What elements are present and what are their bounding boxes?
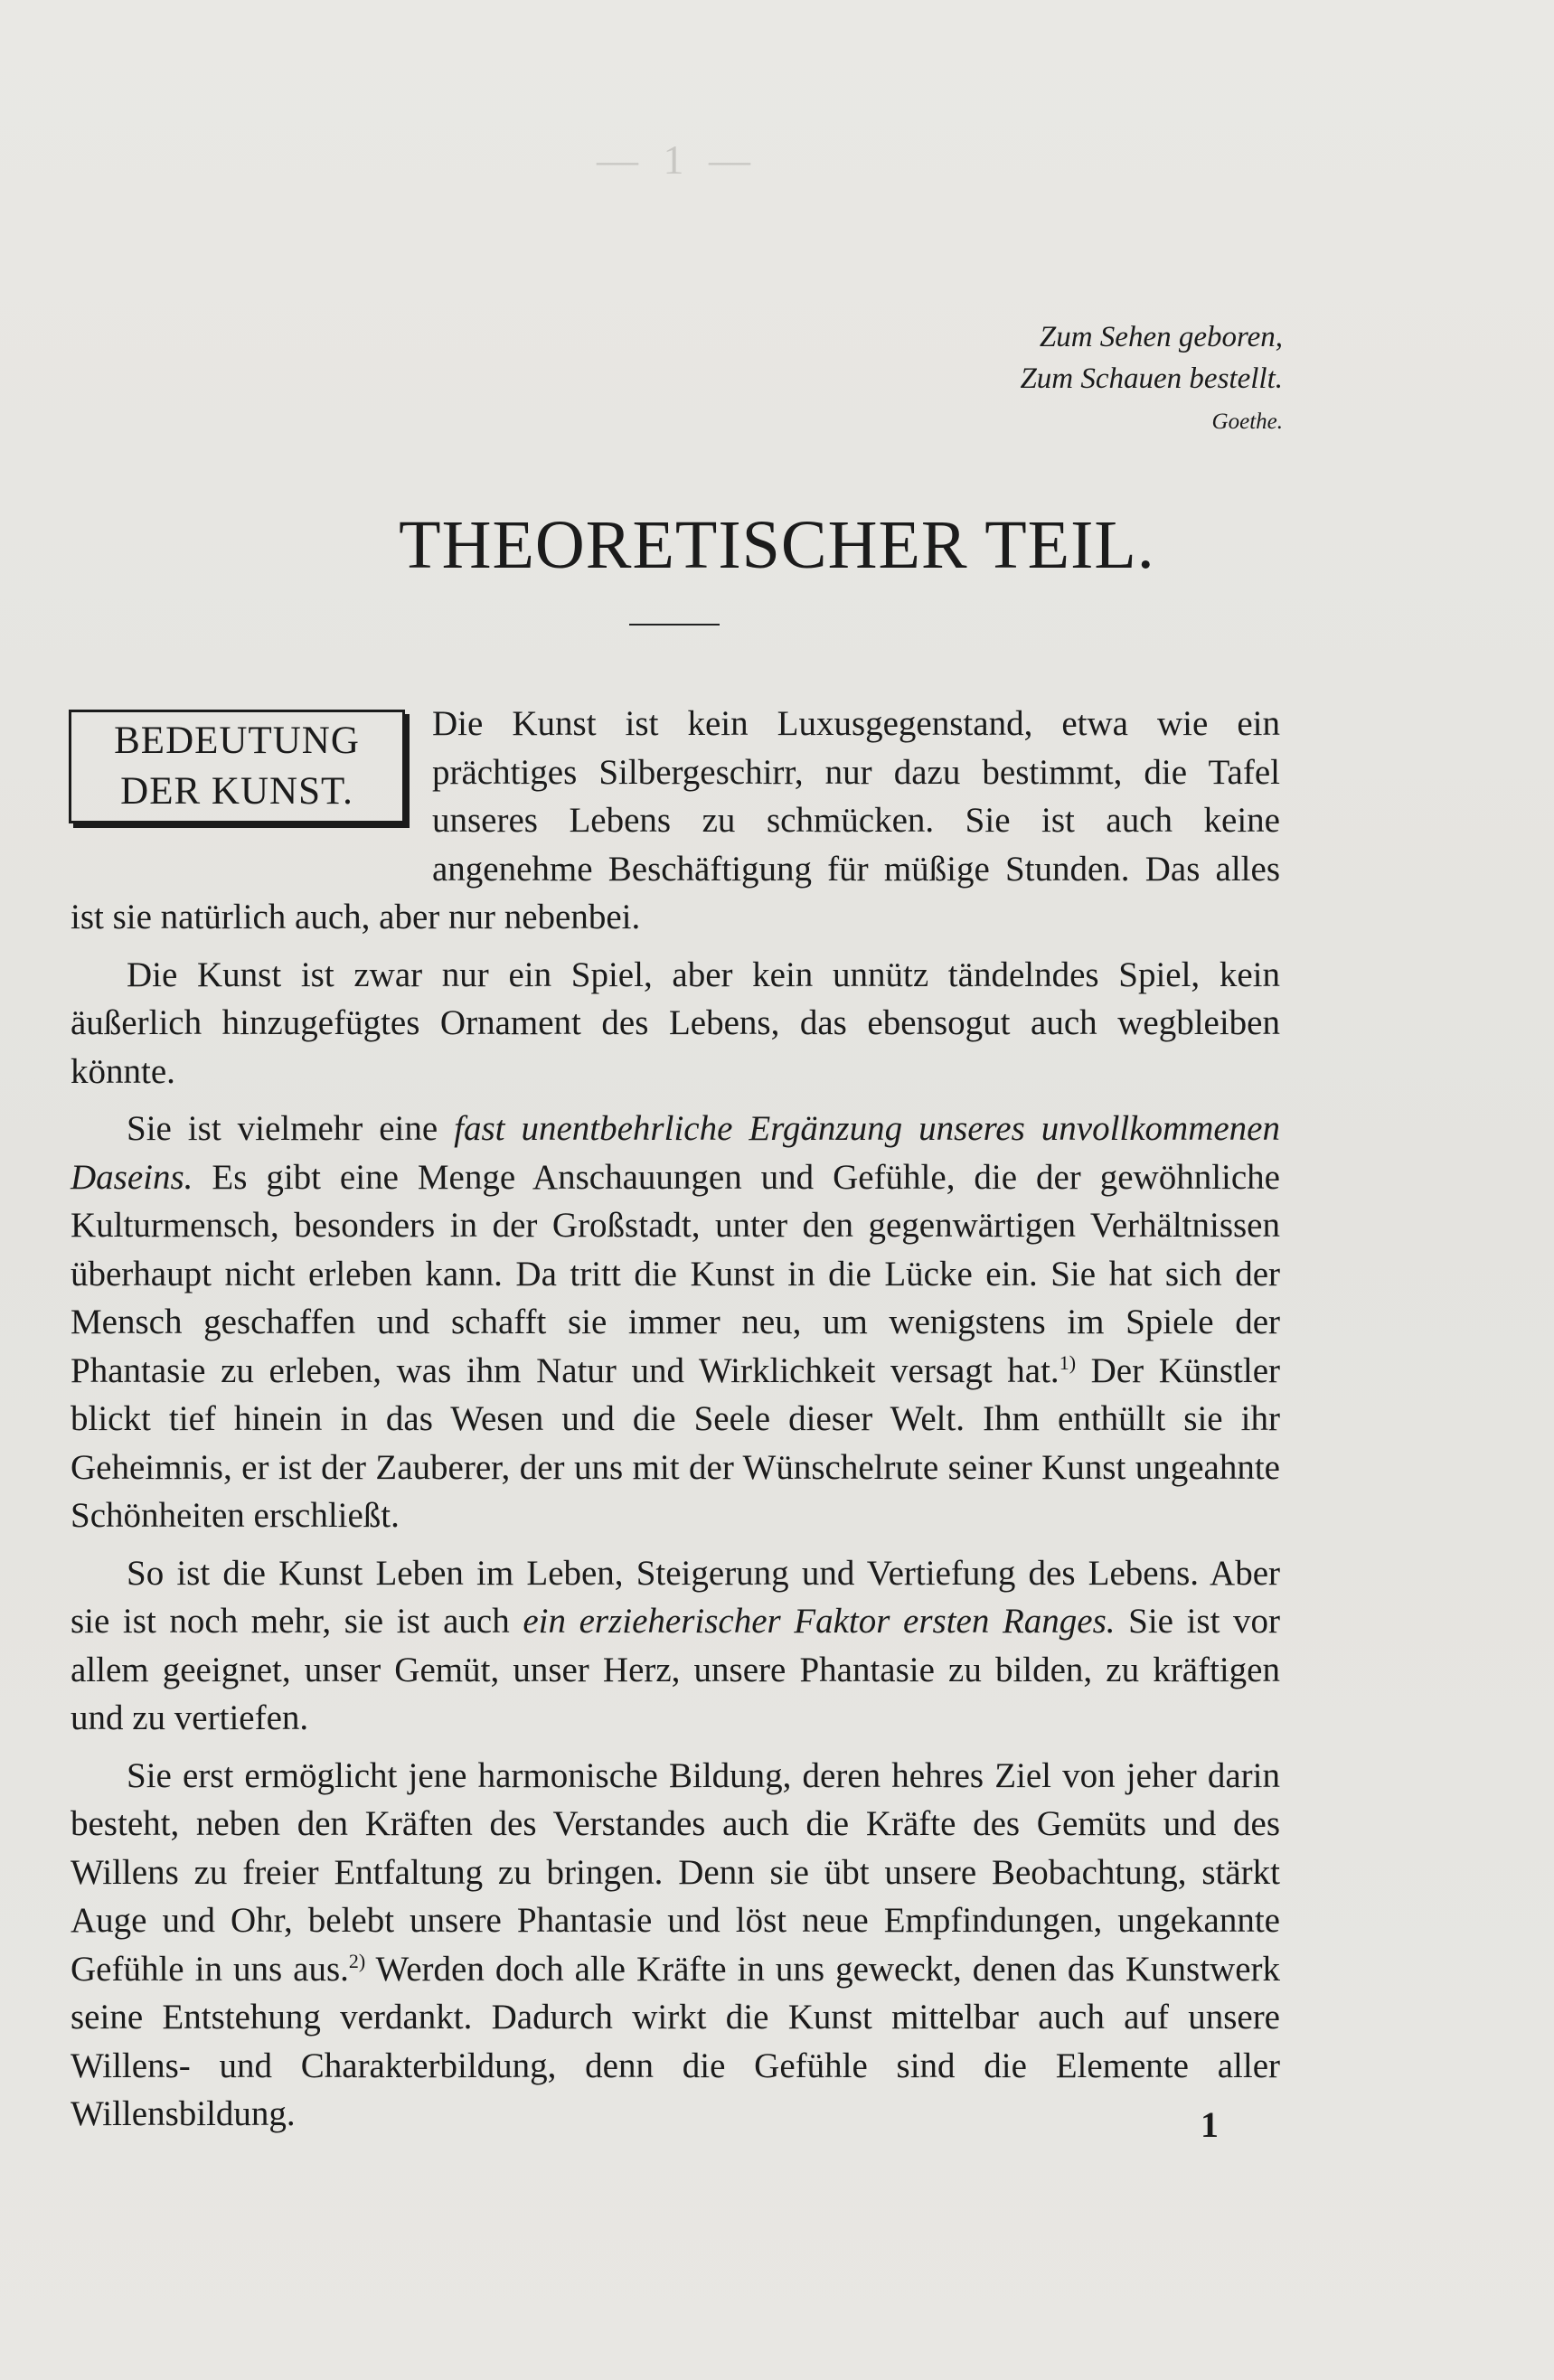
paragraph-1: Die Kunst ist kein Luxusgegenstand, etwa wie ein prächtiges Silbergeschirr, nur dazu bestimmt, die Tafel unseres Lebens zu schmücken. Sie ist auch keine angenehme Beschäftigung für müßige Stunden. Das alles ist sie natürlich auch, aber nur nebenbei. [71,704,1280,936]
paragraph-5 [71,1752,1280,2139]
paragraph-4-start: So ist die Kunst Leben im Leben, Steigerung und Vertiefung des Lebens. Aber sie ist noch mehr, sie ist auch [71,1553,1280,1641]
section-heading-line-2: DER KUNST. [120,770,353,813]
body-text [71,700,1280,2139]
paragraph-4 [71,1549,1280,1743]
section-heading-box [69,710,405,823]
paragraph-4-emphasis: ein erzieherischer Faktor ersten Ranges. [523,1602,1116,1641]
footnote-ref-1[interactable]: 1) [1059,1350,1077,1374]
paragraph-3 [71,1105,1280,1540]
paragraph-3-emphasis: fast unentbehrliche Ergänzung unseres unvollkommenen Daseins. [71,1109,1280,1197]
paragraph-2: Die Kunst ist zwar nur ein Spiel, aber kein unnütz tändelndes Spiel, kein äußerlich hinzugefügtes Ornament des Lebens, das ebensogut auch wegbleiben könnte. [71,955,1280,1091]
paragraph-3-start: Sie ist vielmehr eine [127,1109,438,1148]
motto-line-2: Zum Schauen bestellt. [1020,362,1283,395]
paragraph-3-end: Der Künstler blickt tief hinein in das Wesen und die Seele dieser Welt. Ihm enthüllt sie ihr Geheimnis, er ist der Zauberer, der uns mit der Wünschelrute seiner Kunst ungeahnte Schönheiten erschließt. [71,1350,1281,1535]
page-header-mark: — 1 — [597,136,758,183]
motto-epigraph [1020,316,1283,443]
page-title: THEORETISCHER TEIL. [399,507,1155,583]
paragraph-5-start: Sie erst ermöglicht jene harmonische Bildung, deren hehres Ziel von jeher darin besteht, neben den Kräften des Verstandes auch die Kräfte des Gemüts und des Willens zu freier Entfaltung zu bringen. Denn sie übt unsere Beobachtung, stärkt Auge und Ohr, belebt unsere Phantasie und löst neue Empfindungen, ungekannte Gefühle in uns aus. [71,1755,1280,1989]
footnote-ref-2[interactable]: 2) [348,1949,366,1972]
title-divider [629,624,720,626]
paragraph-5-end: Werden doch alle Kräfte in uns geweckt, denen das Kunstwerk seine Entstehung verdankt. Dadurch wirkt die Kunst mittelbar auch auf unsere Willens- und Charakterbildung, denn die Gefühle sind die Elemente aller Willensbildung. [71,1949,1281,2133]
motto-author: Goethe. [1211,409,1283,434]
page-number: 1 [1201,2104,1219,2145]
paragraph-3-middle: Es gibt eine Menge Anschauungen und Gefühle, die der gewöhnliche Kulturmensch, besonders in der Großstadt, unter den gegenwärtigen Verhältnissen überhaupt nicht erleben kann. Da tritt die Kunst in die Lücke ein. Sie hat sich der Mensch geschaffen und schafft sie immer neu, um wenigstens im Spiele der Phantasie zu erleben, was ihm Natur und Wirklichkeit versagt hat. [71,1157,1280,1390]
section-heading-line-1: BEDEUTUNG [114,720,360,762]
paragraph-4-end: Sie ist vor allem geeignet, unser Gemüt, unser Herz, unsere Phantasie zu bilden, zu kräftigen und zu vertiefen. [71,1602,1281,1737]
motto-line-1: Zum Sehen geboren, [1039,321,1283,353]
